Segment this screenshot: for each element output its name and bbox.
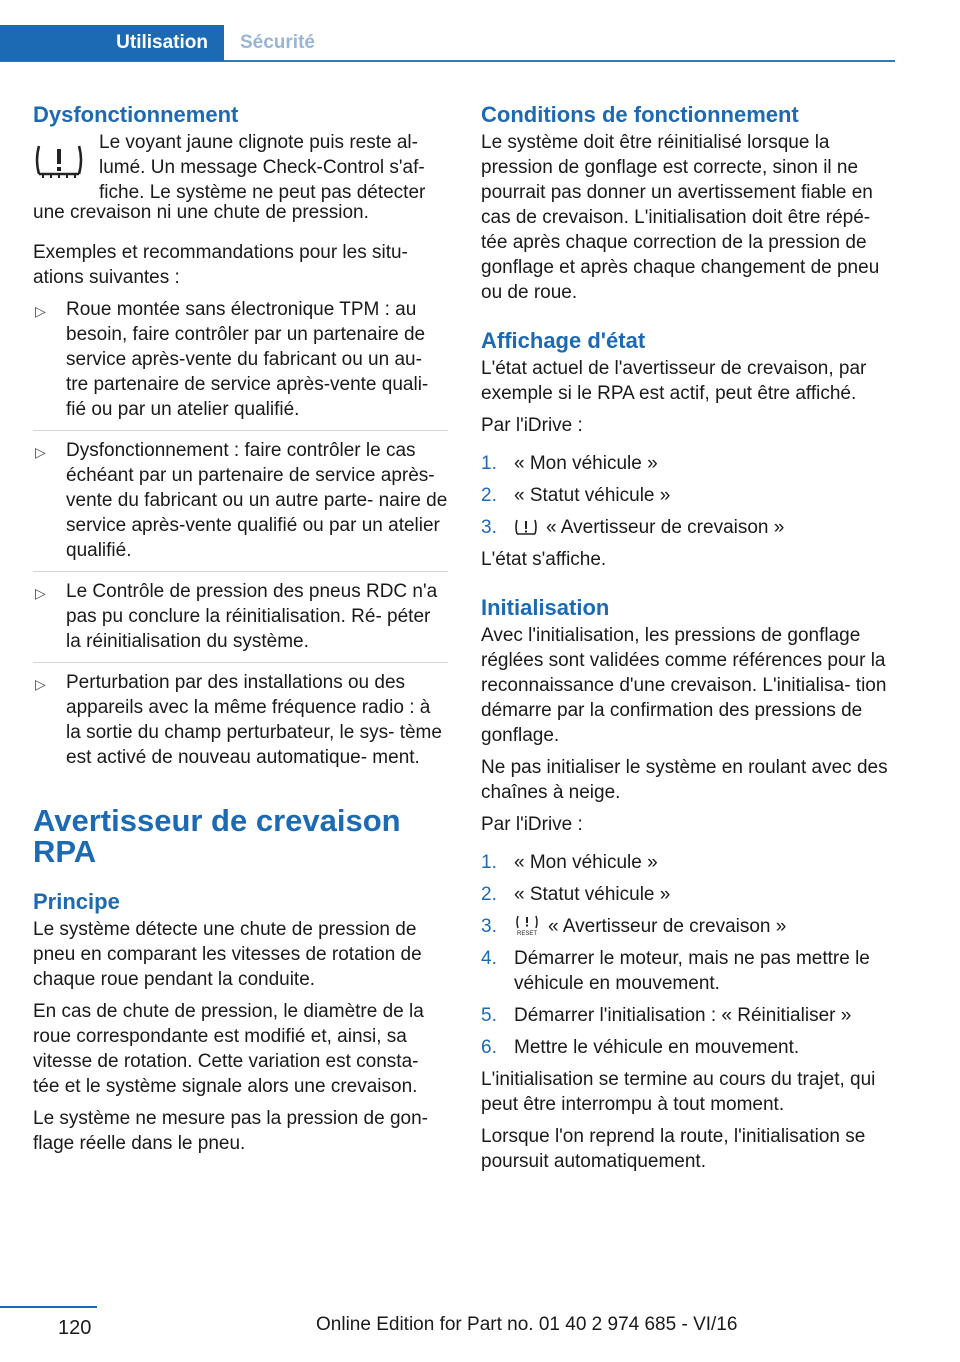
list-item: ▷ Dysfonctionnement : faire contrôler le cas échéant par un partenaire de service après-vente du fabricant ou un autre parte- naire de service après-vente qualifié ou par un atelier qualifié. [33,438,448,572]
principe-paragraph-1: Le système détecte une chute de pression de pneu en comparant les vitesses de rotation de chaque roue pendant la conduite. [33,919,422,990]
tire-pressure-warning-icon [33,140,85,180]
list-item: ▷ Le Contrôle de pression des pneus RDC n'a pas pu conclure la réinitialisation. Ré- péter la réinitialisation du système. [33,579,448,663]
list-item: 3. RESET « Avertisseur de crevaison » [481,916,787,937]
heading-avertisseur: Avertisseur de crevaison RPA [33,803,401,869]
page-number-rule [0,1306,97,1308]
steps-list-initialisation [481,850,896,1060]
steps-list-affichage [481,451,896,540]
init-paragraph-1: Avec l'initialisation, les pressions de gonflage réglées sont validées comme références pour la reconnaissance d'une crevaison. L'initialisa- tion démarre par la confirmation des pressions de gonflage. [481,625,887,746]
init-paragraph-3: L'initialisation se termine au cours du trajet, qui peut être interrompu à tout moment. [481,1069,876,1115]
etat-affiche: L'état s'affiche. [481,549,607,570]
tire-pressure-reset-icon [514,914,540,936]
list-item: 4. Démarrer le moteur, mais ne pas mettre le véhicule en mouvement. [481,948,870,994]
principe-paragraph-2: En cas de chute de pression, le diamètre de la roue correspondante est modifié et, ainsi, sa vitesse de rotation. Cette variation est consta- tée et le système signale alors une crevaison. [33,1001,424,1097]
exemples-intro: Exemples et recommandations pour les situ- ations suivantes : [33,242,408,288]
triangle-bullet-icon: ▷ [35,585,46,601]
list-item: ▷ Roue montée sans électronique TPM : au besoin, faire contrôler par un partenaire de service après-vente du fabricant ou un au- tre partenaire de service après-vente quali- fié ou par un atelier qualifié. [33,297,448,431]
bullet-list [33,297,448,778]
init-paragraph-2: Ne pas initialiser le système en roulant avec des chaînes à neige. [481,757,888,803]
conditions-paragraph: Le système doit être réinitialisé lorsque la pression de gonflage est correcte, sinon il ne pourrait pas donner un avertissement fiable en cas de crevaison. L'initialisation doit être répé- tée après chaque correction de la pression de gonflage et après chaque changement de pneu ou de roue. [481,132,880,303]
page-number: 120 [58,1317,92,1339]
warning-tail: une crevaison ni une chute de pression. [33,202,369,223]
heading-affichage: Affichage d'état [481,328,646,353]
svg-text:RESET: RESET [516,931,538,936]
tire-pressure-warning-icon [514,517,538,537]
triangle-bullet-icon: ▷ [35,303,46,319]
list-item: 5. Démarrer l'initialisation : « Réinitialiser » [481,1005,852,1026]
par-idrive-label: Par l'iDrive : [481,415,583,436]
edition-footer: Online Edition for Part no. 01 40 2 974 685 - VI/16 [316,1314,738,1335]
list-item: 3. « Avertisseur de crevaison » [481,517,785,538]
list-item: 2. « Statut véhicule » [481,884,671,905]
heading-initialisation: Initialisation [481,595,610,620]
triangle-bullet-icon: ▷ [35,676,46,692]
principe-paragraph-3: Le système ne mesure pas la pression de gon- flage réelle dans le pneu. [33,1108,428,1154]
list-item: 1. « Mon véhicule » [481,453,658,474]
warning-block [33,130,448,205]
list-item: 2. « Statut véhicule » [481,485,671,506]
heading-principe: Principe [33,889,120,914]
tab-securite[interactable]: Sécurité [240,32,315,53]
right-column [481,100,896,1181]
tab-utilisation[interactable]: Utilisation [0,25,224,61]
list-item: 6. Mettre le véhicule en mouvement. [481,1037,800,1058]
affichage-paragraph: L'état actuel de l'avertisseur de crevaison, par exemple si le RPA est actif, peut être affiché. [481,358,867,404]
heading-dysfonctionnement: Dysfonctionnement [33,102,239,127]
list-item: ▷ Perturbation par des installations ou des appareils avec la même fréquence radio : à la sortie du champ perturbateur, le sys- tème est activé de nouveau automatique- ment. [35,672,442,768]
warning-text: Le voyant jaune clignote puis reste al- lumé. Un message Check-Control s'af- fiche. Le système ne peut pas détecter [99,132,426,203]
init-paragraph-4: Lorsque l'on reprend la route, l'initialisation se poursuit automatiquement. [481,1126,866,1172]
left-column [33,100,448,1163]
list-item: 1. « Mon véhicule » [481,852,658,873]
heading-conditions: Conditions de fonctionnement [481,102,799,127]
par-idrive-label-2: Par l'iDrive : [481,814,583,835]
triangle-bullet-icon: ▷ [35,444,46,460]
